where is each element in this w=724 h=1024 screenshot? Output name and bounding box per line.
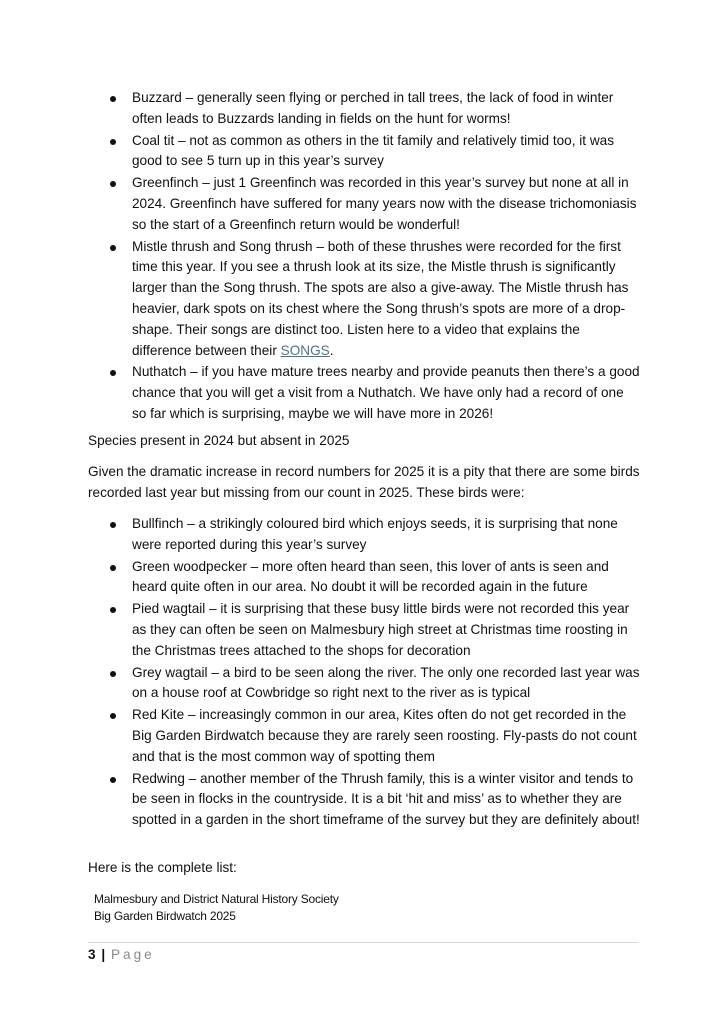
list-item-text: Greenfinch – just 1 Greenfinch was recorded in this year’s survey but none at all in 2024. Greenfinch have suffered for many years now with the disease trichomoniasis so the start of a Greenfinch return would be wonderful! [132,175,637,232]
page-number: 3 [88,947,96,962]
list-item-text: Green woodpecker – more often heard than seen, this lover of ants is seen and heard quite often in our area. No doubt it will be recorded again in the future [132,558,609,595]
list-item [88,514,640,556]
list-item-text-end: . [329,342,334,358]
list-item [88,599,640,661]
page-footer [88,946,155,964]
list-item [88,362,640,424]
bullet-icon [110,96,116,102]
complete-list-label: Here is the complete list: [88,860,237,875]
bullet-icon [110,671,116,677]
species-list-absent [88,514,640,831]
table-caption-title: Big Garden Birdwatch 2025 [94,909,236,923]
intro-paragraph: Given the dramatic increase in record numbers for 2025 it is a pity that there are some birds recorded last year but missing from our count in 2025. These birds were: [88,464,640,500]
list-item-text: Bullfinch – a strikingly coloured bird which enjoys seeds, it is surprising that none were reported during this year’s survey [132,516,618,552]
page-label: Page [110,947,155,962]
list-item [88,663,640,705]
list-item-text: Red Kite – increasingly common in our area, Kites often do not get recorded in the Big Garden Birdwatch because they are rarely seen roosting. Fly-pasts do not count and that is the most common way of spotting them [132,707,637,764]
list-item-text: Buzzard – generally seen flying or perched in tall trees, the lack of food in winter often leads to Buzzards landing in fields on the hunt for worms! [132,90,614,126]
list-item-text: Pied wagtail – it is surprising that these busy little birds were not recorded this year as they can often be seen on Malmesbury high street at Christmas time roosting in the Christmas trees attached to the shops for decoration [132,601,630,658]
list-item-text: Grey wagtail – a bird to be seen along the river. The only one recorded last year was on a house roof at Cowbridge so right next to the river as is typical [132,664,640,701]
list-item [88,173,640,235]
bullet-icon [110,245,116,251]
bullet-icon [110,565,116,571]
bullet-icon [110,181,116,187]
list-item-text: Mistle thrush and Song thrush – both of these thrushes were recorded for the first time this year. If you see a thrush look at its size, the Mistle thrush is significantly larger than the Song thrush. The spots are also a give-away. The Mistle thrush has heavier, dark spots on its chest where the Song thrush’s spots are more of a drop-shape. Their songs are distinct too. Listen here to a video that explains the difference between their [132,238,629,358]
list-item [88,131,640,173]
bullet-icon [110,607,116,613]
footer-divider [88,942,638,943]
bullet-icon [110,522,116,528]
list-item-text: Nuthatch – if you have mature trees nearby and provide peanuts then there’s a good chance that you will get a visit from a Nuthatch. We have only had a record of one so far which is surprising, maybe we will have more in 2026! [132,364,640,421]
songs-link[interactable]: SONGS [280,342,330,358]
bullet-icon [110,713,116,719]
list-item-text: Coal tit – not as common as others in the tit family and relatively timid too, it was good to see 5 turn up in this year’s survey [132,132,615,169]
table-caption-society: Malmesbury and District Natural History Society [94,892,339,906]
list-item-text: Redwing – another member of the Thrush family, this is a winter visitor and tends to be seen in flocks in the countryside. It is a bit ‘hit and miss’ as to whether they are spotted in a garden in the short timeframe of the survey but they are definitely about! [132,770,640,828]
species-list-new [88,88,640,425]
bullet-icon [110,777,116,783]
list-item [88,88,640,130]
list-item [88,237,640,362]
bullet-icon [110,370,116,376]
section-heading-absent: Species present in 2024 but absent in 2025 [88,433,350,448]
list-item [88,705,640,767]
list-item [88,769,640,831]
list-item [88,557,640,599]
footer-separator: | [101,947,106,962]
bullet-icon [110,139,116,145]
